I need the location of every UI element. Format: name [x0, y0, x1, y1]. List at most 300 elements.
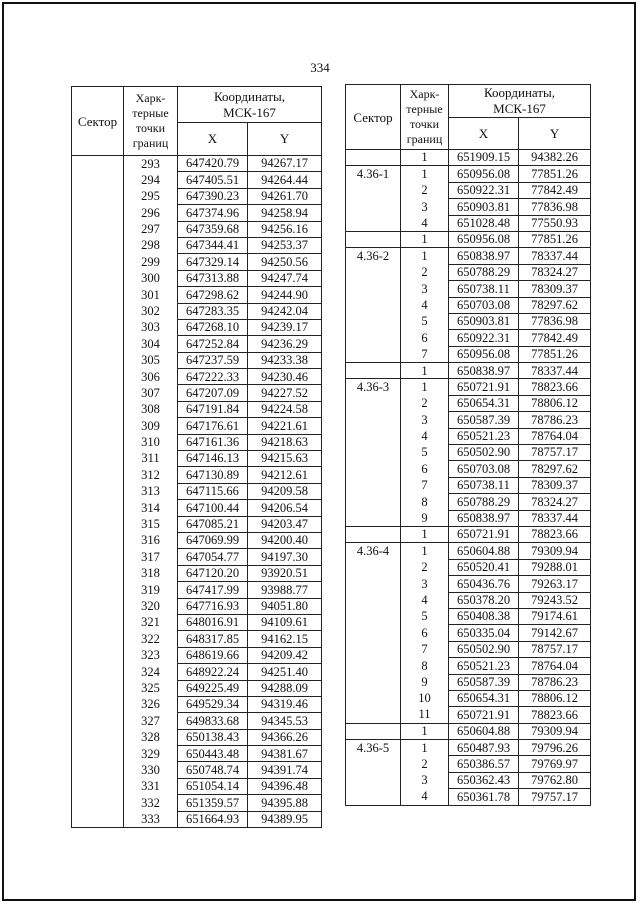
point-number-cell: 313 — [124, 483, 178, 499]
point-number-cell: 304 — [124, 336, 178, 352]
point-number-cell: 1 — [401, 248, 449, 264]
sector-cell — [72, 549, 124, 565]
y-coordinate-cell: 78823.66 — [519, 707, 591, 723]
point-number-cell: 4 — [401, 215, 449, 231]
x-coordinate-cell: 648016.91 — [178, 614, 248, 630]
y-coordinate-cell: 79243.52 — [519, 592, 591, 608]
x-coordinate-cell: 647716.93 — [178, 598, 248, 614]
y-coordinate-cell: 94209.58 — [248, 483, 322, 499]
table-row — [72, 205, 322, 221]
sector-cell — [72, 418, 124, 434]
sector-cell — [72, 516, 124, 532]
point-number-cell: 3 — [401, 412, 449, 428]
y-coordinate-cell: 78297.62 — [519, 461, 591, 477]
table-row — [72, 811, 322, 827]
x-coordinate-cell: 647085.21 — [178, 516, 248, 532]
sector-cell — [72, 713, 124, 729]
y-coordinate-cell: 77851.26 — [519, 166, 591, 182]
table-row — [346, 658, 591, 674]
x-coordinate-cell: 647313.88 — [178, 270, 248, 286]
y-coordinate-cell: 77836.98 — [519, 313, 591, 329]
table-row — [346, 543, 591, 559]
y-coordinate-cell: 77842.49 — [519, 330, 591, 346]
y-coordinate-cell: 79769.97 — [519, 756, 591, 772]
point-number-cell: 5 — [401, 445, 449, 461]
y-coordinate-cell: 79142.67 — [519, 625, 591, 641]
table-row — [72, 270, 322, 286]
sector-cell — [346, 592, 401, 608]
point-number-cell: 320 — [124, 598, 178, 614]
sector-cell — [72, 451, 124, 467]
x-coordinate-cell: 647191.84 — [178, 401, 248, 417]
y-coordinate-cell: 94395.88 — [248, 795, 322, 811]
sector-cell — [346, 297, 401, 313]
sector-cell — [346, 150, 401, 166]
y-coordinate-cell: 94396.48 — [248, 778, 322, 794]
y-coordinate-cell: 78823.66 — [519, 379, 591, 395]
header-sector: Сектор — [346, 85, 401, 150]
sector-cell: 4.36-4 — [346, 543, 401, 559]
table-row — [346, 428, 591, 444]
header-coordinates-line: МСК-167 — [493, 101, 546, 116]
x-coordinate-cell: 647069.99 — [178, 532, 248, 548]
x-coordinate-cell: 650521.23 — [449, 428, 519, 444]
header-y: Y — [519, 118, 591, 150]
point-number-cell: 299 — [124, 254, 178, 270]
header-point-type-line: точки — [135, 121, 166, 135]
sector-cell — [72, 762, 124, 778]
sector-cell — [72, 319, 124, 335]
sector-cell — [72, 565, 124, 581]
sector-cell — [346, 264, 401, 280]
sector-cell — [72, 532, 124, 548]
point-number-cell: 295 — [124, 188, 178, 204]
header-coordinates — [178, 87, 322, 123]
table-row — [346, 150, 591, 166]
x-coordinate-cell: 647130.89 — [178, 467, 248, 483]
point-number-cell: 317 — [124, 549, 178, 565]
x-coordinate-cell: 647161.36 — [178, 434, 248, 450]
table-row — [72, 746, 322, 762]
sector-cell — [346, 625, 401, 641]
x-coordinate-cell: 650138.43 — [178, 729, 248, 745]
y-coordinate-cell: 94200.40 — [248, 532, 322, 548]
point-number-cell: 6 — [401, 461, 449, 477]
table-row — [346, 772, 591, 788]
point-number-cell: 7 — [401, 641, 449, 657]
table-row — [346, 625, 591, 641]
table-row — [72, 500, 322, 516]
x-coordinate-cell: 650587.39 — [449, 412, 519, 428]
y-coordinate-cell: 94389.95 — [248, 811, 322, 827]
y-coordinate-cell: 78823.66 — [519, 526, 591, 542]
point-number-cell: 1 — [401, 150, 449, 166]
y-coordinate-cell: 78337.44 — [519, 248, 591, 264]
sector-cell — [72, 401, 124, 417]
table-row — [346, 756, 591, 772]
point-number-cell: 1 — [401, 231, 449, 247]
sector-cell — [72, 647, 124, 663]
sector-cell: 4.36-3 — [346, 379, 401, 395]
x-coordinate-cell: 648619.66 — [178, 647, 248, 663]
table-row — [346, 281, 591, 297]
y-coordinate-cell: 94256.16 — [248, 221, 322, 237]
table-row — [346, 608, 591, 624]
y-coordinate-cell: 78324.27 — [519, 264, 591, 280]
x-coordinate-cell: 647417.99 — [178, 582, 248, 598]
point-number-cell: 312 — [124, 467, 178, 483]
point-number-cell: 300 — [124, 270, 178, 286]
point-number-cell: 2 — [401, 559, 449, 575]
sector-cell — [346, 690, 401, 706]
x-coordinate-cell: 647176.61 — [178, 418, 248, 434]
y-coordinate-cell: 94239.17 — [248, 319, 322, 335]
y-coordinate-cell: 78324.27 — [519, 494, 591, 510]
table-row — [72, 532, 322, 548]
sector-cell — [72, 188, 124, 204]
sector-cell — [72, 270, 124, 286]
table-row — [346, 363, 591, 379]
sector-cell — [72, 254, 124, 270]
y-coordinate-cell: 94381.67 — [248, 746, 322, 762]
sector-cell — [72, 778, 124, 794]
header-point-type-line: точки — [409, 117, 440, 131]
x-coordinate-cell: 650922.31 — [449, 330, 519, 346]
header-point-type — [124, 87, 178, 156]
point-number-cell: 318 — [124, 565, 178, 581]
x-coordinate-cell: 650721.91 — [449, 707, 519, 723]
x-coordinate-cell: 647237.59 — [178, 352, 248, 368]
x-coordinate-cell: 648317.85 — [178, 631, 248, 647]
point-number-cell: 9 — [401, 510, 449, 526]
y-coordinate-cell: 78757.17 — [519, 445, 591, 461]
sector-cell — [72, 680, 124, 696]
x-coordinate-cell: 650703.08 — [449, 461, 519, 477]
sector-cell — [72, 582, 124, 598]
x-coordinate-cell: 650738.11 — [449, 281, 519, 297]
sector-cell — [72, 614, 124, 630]
point-number-cell: 311 — [124, 451, 178, 467]
table-row — [72, 287, 322, 303]
table-row — [346, 412, 591, 428]
y-coordinate-cell: 94319.46 — [248, 696, 322, 712]
header-point-type-line: терные — [406, 102, 443, 116]
y-coordinate-cell: 94247.74 — [248, 270, 322, 286]
sector-cell — [72, 729, 124, 745]
point-number-cell: 302 — [124, 303, 178, 319]
sector-cell — [72, 369, 124, 385]
table-row — [346, 723, 591, 739]
y-coordinate-cell: 94288.09 — [248, 680, 322, 696]
x-coordinate-cell: 650838.97 — [449, 510, 519, 526]
point-number-cell: 307 — [124, 385, 178, 401]
point-number-cell: 3 — [401, 199, 449, 215]
sector-cell — [346, 707, 401, 723]
point-number-cell: 331 — [124, 778, 178, 794]
sector-cell — [346, 641, 401, 657]
sector-cell — [346, 428, 401, 444]
table-row — [72, 237, 322, 253]
header-point-type-line: границ — [132, 136, 169, 150]
point-number-cell: 2 — [401, 182, 449, 198]
point-number-cell: 2 — [401, 395, 449, 411]
x-coordinate-cell: 651909.15 — [449, 150, 519, 166]
point-number-cell: 329 — [124, 746, 178, 762]
header-coordinates-line: Координаты, — [214, 88, 285, 104]
sector-cell — [346, 789, 401, 805]
x-coordinate-cell: 650378.20 — [449, 592, 519, 608]
table-row — [72, 664, 322, 680]
point-number-cell: 1 — [401, 723, 449, 739]
table-row — [72, 713, 322, 729]
sector-cell — [72, 385, 124, 401]
x-coordinate-cell: 650487.93 — [449, 740, 519, 756]
header-coordinates-line: МСК-167 — [223, 104, 276, 120]
table-row — [346, 182, 591, 198]
sector-cell — [346, 756, 401, 772]
y-coordinate-cell: 94209.42 — [248, 647, 322, 663]
x-coordinate-cell: 650436.76 — [449, 576, 519, 592]
table-body-left — [72, 156, 322, 828]
x-coordinate-cell: 647222.33 — [178, 369, 248, 385]
table-row — [346, 707, 591, 723]
sector-cell — [346, 363, 401, 379]
sector-cell — [346, 576, 401, 592]
point-number-cell: 326 — [124, 696, 178, 712]
sector-cell — [72, 172, 124, 188]
y-coordinate-cell: 94221.61 — [248, 418, 322, 434]
table-row — [72, 778, 322, 794]
point-number-cell: 3 — [401, 576, 449, 592]
table-row — [72, 680, 322, 696]
table-row — [72, 319, 322, 335]
sector-cell — [72, 205, 124, 221]
point-number-cell: 7 — [401, 346, 449, 362]
table-row — [72, 254, 322, 270]
sector-cell — [72, 156, 124, 172]
table-row — [72, 369, 322, 385]
y-coordinate-cell: 94206.54 — [248, 500, 322, 516]
header-sector: Сектор — [72, 87, 124, 156]
point-number-cell: 323 — [124, 647, 178, 663]
table-row — [72, 401, 322, 417]
sector-cell — [346, 313, 401, 329]
sector-cell: 4.36-2 — [346, 248, 401, 264]
y-coordinate-cell: 94366.26 — [248, 729, 322, 745]
sector-cell: 4.36-1 — [346, 166, 401, 182]
y-coordinate-cell: 78757.17 — [519, 641, 591, 657]
header-coordinates — [449, 85, 591, 118]
table-row — [346, 559, 591, 575]
x-coordinate-cell: 650788.29 — [449, 494, 519, 510]
y-coordinate-cell: 77851.26 — [519, 231, 591, 247]
point-number-cell: 319 — [124, 582, 178, 598]
sector-cell — [72, 483, 124, 499]
table-row — [346, 231, 591, 247]
sector-cell — [72, 336, 124, 352]
x-coordinate-cell: 649833.68 — [178, 713, 248, 729]
x-coordinate-cell: 650703.08 — [449, 297, 519, 313]
x-coordinate-cell: 647120.20 — [178, 565, 248, 581]
y-coordinate-cell: 77836.98 — [519, 199, 591, 215]
point-number-cell: 1 — [401, 740, 449, 756]
table-row — [72, 156, 322, 172]
sector-cell: 4.36-5 — [346, 740, 401, 756]
coordinates-table-left — [71, 86, 322, 828]
x-coordinate-cell: 651359.57 — [178, 795, 248, 811]
x-coordinate-cell: 650520.41 — [449, 559, 519, 575]
header-point-type-line: границ — [406, 132, 443, 146]
sector-cell — [72, 287, 124, 303]
x-coordinate-cell: 650903.81 — [449, 199, 519, 215]
sector-cell — [346, 346, 401, 362]
y-coordinate-cell: 94162.15 — [248, 631, 322, 647]
point-number-cell: 316 — [124, 532, 178, 548]
table-row — [72, 188, 322, 204]
y-coordinate-cell: 94051.80 — [248, 598, 322, 614]
sector-cell — [346, 608, 401, 624]
point-number-cell: 308 — [124, 401, 178, 417]
x-coordinate-cell: 650721.91 — [449, 379, 519, 395]
x-coordinate-cell: 651054.14 — [178, 778, 248, 794]
x-coordinate-cell: 650604.88 — [449, 543, 519, 559]
x-coordinate-cell: 647054.77 — [178, 549, 248, 565]
table-row — [72, 762, 322, 778]
sector-cell — [346, 215, 401, 231]
table-row — [72, 631, 322, 647]
point-number-cell: 1 — [401, 363, 449, 379]
point-number-cell: 327 — [124, 713, 178, 729]
point-number-cell: 296 — [124, 205, 178, 221]
y-coordinate-cell: 94233.38 — [248, 352, 322, 368]
header-coordinates-line: Координаты, — [484, 85, 555, 100]
sector-cell — [72, 746, 124, 762]
y-coordinate-cell: 78764.04 — [519, 658, 591, 674]
sector-cell — [346, 559, 401, 575]
point-number-cell: 5 — [401, 313, 449, 329]
y-coordinate-cell: 94264.44 — [248, 172, 322, 188]
table-body-right — [346, 150, 591, 806]
y-coordinate-cell: 78309.37 — [519, 477, 591, 493]
y-coordinate-cell: 94251.40 — [248, 664, 322, 680]
x-coordinate-cell: 650604.88 — [449, 723, 519, 739]
sector-cell — [72, 467, 124, 483]
x-coordinate-cell: 647283.35 — [178, 303, 248, 319]
x-coordinate-cell: 650956.08 — [449, 231, 519, 247]
point-number-cell: 321 — [124, 614, 178, 630]
x-coordinate-cell: 650361.78 — [449, 789, 519, 805]
sector-cell — [72, 237, 124, 253]
point-number-cell: 4 — [401, 297, 449, 313]
y-coordinate-cell: 79174.61 — [519, 608, 591, 624]
y-coordinate-cell: 78806.12 — [519, 395, 591, 411]
x-coordinate-cell: 647374.96 — [178, 205, 248, 221]
sector-cell — [72, 811, 124, 827]
y-coordinate-cell: 78806.12 — [519, 690, 591, 706]
y-coordinate-cell: 94236.29 — [248, 336, 322, 352]
point-number-cell: 8 — [401, 494, 449, 510]
y-coordinate-cell: 94109.61 — [248, 614, 322, 630]
point-number-cell: 4 — [401, 428, 449, 444]
y-coordinate-cell: 79762.80 — [519, 772, 591, 788]
y-coordinate-cell: 94203.47 — [248, 516, 322, 532]
y-coordinate-cell: 77842.49 — [519, 182, 591, 198]
x-coordinate-cell: 649529.34 — [178, 696, 248, 712]
point-number-cell: 7 — [401, 477, 449, 493]
x-coordinate-cell: 650654.31 — [449, 395, 519, 411]
sector-cell — [346, 510, 401, 526]
table-row — [346, 494, 591, 510]
point-number-cell: 8 — [401, 658, 449, 674]
x-coordinate-cell: 647390.23 — [178, 188, 248, 204]
y-coordinate-cell: 79309.94 — [519, 723, 591, 739]
header-point-type — [401, 85, 449, 150]
point-number-cell: 1 — [401, 526, 449, 542]
header-y: Y — [248, 123, 322, 156]
table-row — [72, 451, 322, 467]
table-row — [346, 330, 591, 346]
sector-cell — [346, 445, 401, 461]
point-number-cell: 298 — [124, 237, 178, 253]
table-row — [72, 467, 322, 483]
sector-cell — [346, 281, 401, 297]
y-coordinate-cell: 78764.04 — [519, 428, 591, 444]
point-number-cell: 3 — [401, 772, 449, 788]
point-number-cell: 328 — [124, 729, 178, 745]
sector-cell — [346, 412, 401, 428]
sector-cell — [72, 352, 124, 368]
sector-cell — [346, 199, 401, 215]
table-row — [72, 418, 322, 434]
table-row — [346, 346, 591, 362]
point-number-cell: 6 — [401, 330, 449, 346]
point-number-cell: 1 — [401, 166, 449, 182]
header-point-type-line: терные — [132, 106, 169, 120]
table-row — [346, 461, 591, 477]
x-coordinate-cell: 647252.84 — [178, 336, 248, 352]
table-row — [72, 647, 322, 663]
table-row — [346, 477, 591, 493]
x-coordinate-cell: 650748.74 — [178, 762, 248, 778]
x-coordinate-cell: 647298.62 — [178, 287, 248, 303]
y-coordinate-cell: 78337.44 — [519, 510, 591, 526]
table-row — [72, 696, 322, 712]
table-row — [346, 264, 591, 280]
sector-cell — [346, 330, 401, 346]
point-number-cell: 306 — [124, 369, 178, 385]
table-row — [346, 690, 591, 706]
point-number-cell: 1 — [401, 543, 449, 559]
point-number-cell: 303 — [124, 319, 178, 335]
y-coordinate-cell: 94242.04 — [248, 303, 322, 319]
x-coordinate-cell: 647115.66 — [178, 483, 248, 499]
table-row — [72, 336, 322, 352]
table-row — [72, 729, 322, 745]
table-row — [346, 248, 591, 264]
sector-cell — [346, 658, 401, 674]
y-coordinate-cell: 94197.30 — [248, 549, 322, 565]
point-number-cell: 330 — [124, 762, 178, 778]
point-number-cell: 315 — [124, 516, 178, 532]
point-number-cell: 333 — [124, 811, 178, 827]
sector-cell — [72, 631, 124, 647]
point-number-cell: 1 — [401, 379, 449, 395]
x-coordinate-cell: 647207.09 — [178, 385, 248, 401]
header-x: X — [449, 118, 519, 150]
y-coordinate-cell: 94267.17 — [248, 156, 322, 172]
sector-cell — [72, 303, 124, 319]
x-coordinate-cell: 650502.90 — [449, 641, 519, 657]
